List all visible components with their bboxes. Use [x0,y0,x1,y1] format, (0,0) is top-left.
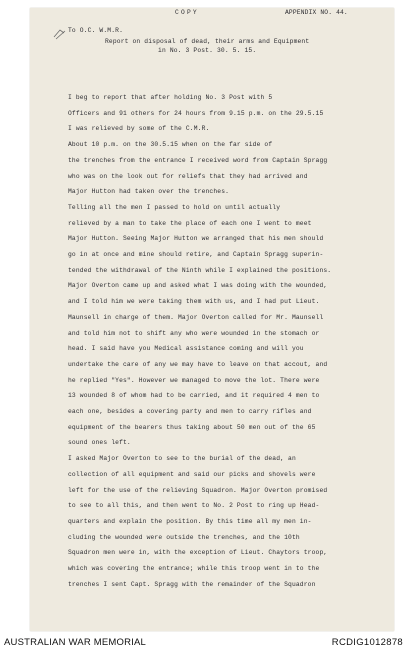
body-line: undertake the care of any we may have to leave on that accout, and [68,360,328,368]
body-line: collection of all equipment and said our picks and shovels were [68,470,316,478]
body-line: cluding the wounded were outside the trenches, and the 10th [68,533,300,541]
body-line: quarters and explain the position. By this time all my men in- [68,517,312,525]
body-line: and told him not to shift any who were wounded in the stomach or [68,329,320,337]
addressee-line: To O.C. W.M.R. [68,27,124,34]
body-line: tended the withdrawal of the Ninth while I explained the positions. [68,266,332,274]
body-line: About 10 p.m. on the 30.5.15 when on the far side of [68,141,273,149]
appendix-label: APPENDIX NO. 44. [285,9,348,16]
body-line: I asked Major Overton to see to the burial of the dead, an [68,455,296,463]
body-line: and I told him we were taking them with us, and I had put Lieut. [68,298,320,306]
body-line: 13 wounded 8 of whom had to be carried, and it required 4 men to [68,392,320,400]
body-line: which was covering the entrance; while this troop went in to the [68,565,320,572]
body-line: Officers and 91 others for 24 hours from 9.15 p.m. on the 29.5.15 [68,109,324,117]
pencil-mark-icon [52,27,68,41]
body-line: Major Overton came up and asked what I was doing with the wounded, [68,282,328,290]
document-page [30,8,394,631]
report-subject [105,37,309,55]
body-line: to see to all this, and then went to No. 2 Post to ring up Head- [68,502,320,510]
body-line: Maunsell in charge of them. Major Overton called for Mr. Maunsell [68,313,324,321]
body-line: Major Hutton. Seeing Major Hutton we arranged that his men should [68,235,324,243]
body-line: Major Hutton had taken over the trenches. [68,188,230,196]
body-line: I was relieved by some of the C.M.R. [68,125,210,133]
body-line: the trenches from the entrance I received word from Captain Spragg [68,156,328,164]
copy-header: COPY [175,9,199,16]
subject-line-2: in No. 3 Post. 30. 5. 15. [158,47,257,54]
subject-line-1: Report on disposal of dead, their arms and Equipment [105,38,310,45]
body-line: who was on the look out for reliefs that they had arrived and [68,172,308,180]
source-label: AUSTRALIAN WAR MEMORIAL [4,637,147,648]
body-line: relieved by a man to take the place of each one I went to meet [68,219,312,227]
body-line: equipment of the bearers thus taking about 50 men out of the 65 [68,423,316,431]
body-line: he replied "Yes". However we managed to move the lot. There were [68,376,320,384]
body-line: I beg to report that after holding No. 3 Post with 5 [68,94,273,101]
body-line: Telling all the men I passed to hold on until actually [68,203,281,211]
body-line: each one, besides a covering party and men to carry rifles and [68,408,312,415]
body-line: go in at once and mine should retire, and Captain Spragg superin- [68,251,324,258]
reference-number: RCDIG1012878 [331,637,403,648]
body-line: trenches I sent Capt. Spragg with the remainder of the Squadron [68,580,316,588]
body-line: Squadron men were in, with the exception of Lieut. Chaytors troop, [68,549,328,557]
body-line: head. I said have you Medical assistance coming and will you [68,345,304,353]
archive-footer [0,632,409,654]
body-line: left for the use of the relieving Squadron. Major Overton promised [68,486,328,494]
body-line: sound ones left. [68,439,131,447]
